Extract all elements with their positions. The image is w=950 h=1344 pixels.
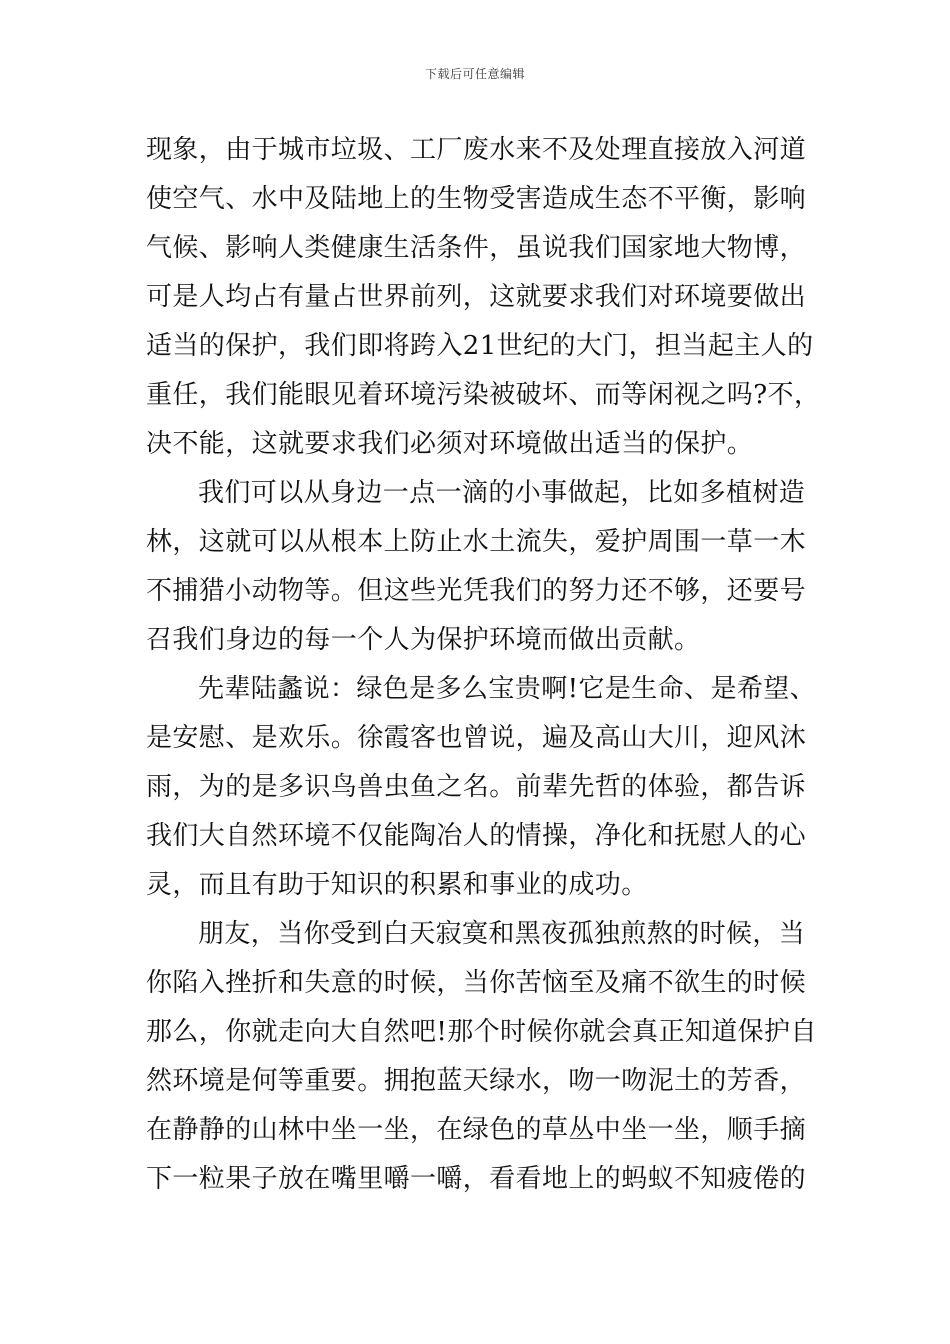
text-line: 现象，由于城市垃圾、工厂废水来不及处理直接放入河道 <box>146 135 807 165</box>
text-line: 召我们身边的每一个人为保护环境而做出贡献。 <box>146 625 701 655</box>
text-line: 那么，你就走向大自然吧!那个时候你就会真正知道保护自 <box>146 1017 817 1047</box>
text-line: 不捕猎小动物等。但这些光凭我们的努力还不够，还要号 <box>146 576 807 606</box>
text-line: 使空气、水中及陆地上的生物受害造成生态不平衡，影响 <box>146 184 807 214</box>
document-body <box>146 126 826 1204</box>
text-line: 决不能，这就要求我们必须对环境做出适当的保护。 <box>146 429 754 459</box>
text-line: 雨，为的是多识鸟兽虫鱼之名。前辈先哲的体验，都告诉 <box>146 772 807 802</box>
text-line: 下一粒果子放在嘴里嚼一嚼，看看地上的蚂蚁不知疲倦的 <box>146 1164 807 1194</box>
page-header-note: 下载后可任意编辑 <box>424 67 525 81</box>
text-line: 林，这就可以从根本上防止水土流失，爱护周围一草一木 <box>146 527 807 557</box>
text-line: 可是人均占有量占世界前列，这就要求我们对环境要做出 <box>146 282 807 312</box>
text-line: 是安慰、是欢乐。徐霞客也曾说，遍及高山大川，迎风沐 <box>146 723 807 753</box>
text-line: 然环境是何等重要。拥抱蓝天绿水，吻一吻泥土的芳香， <box>146 1066 807 1096</box>
paragraph-first-line: 我们可以从身边一点一滴的小事做起，比如多植树造 <box>198 478 806 508</box>
text-line: 在静静的山林中坐一坐，在绿色的草丛中坐一坐，顺手摘 <box>146 1115 807 1145</box>
text-line: 灵，而且有助于知识的积累和事业的成功。 <box>146 870 648 900</box>
text-line: 你陷入挫折和失意的时候，当你苦恼至及痛不欲生的时候 <box>146 968 807 998</box>
text-line: 我们大自然环境不仅能陶冶人的情操，净化和抚慰人的心 <box>146 821 807 851</box>
paragraph-first-line: 先辈陆蠡说：绿色是多么宝贵啊!它是生命、是希望、 <box>198 674 817 704</box>
text-line: 重任，我们能眼见着环境污染被破坏、而等闲视之吗?不， <box>146 380 821 410</box>
text-line: 适当的保护，我们即将跨入21世纪的大门，担当起主人的 <box>146 331 814 361</box>
text-line: 气候、影响人类健康生活条件，虽说我们国家地大物博， <box>146 233 807 263</box>
paragraph-first-line: 朋友，当你受到白天寂寞和黑夜孤独煎熬的时候，当 <box>198 919 806 949</box>
